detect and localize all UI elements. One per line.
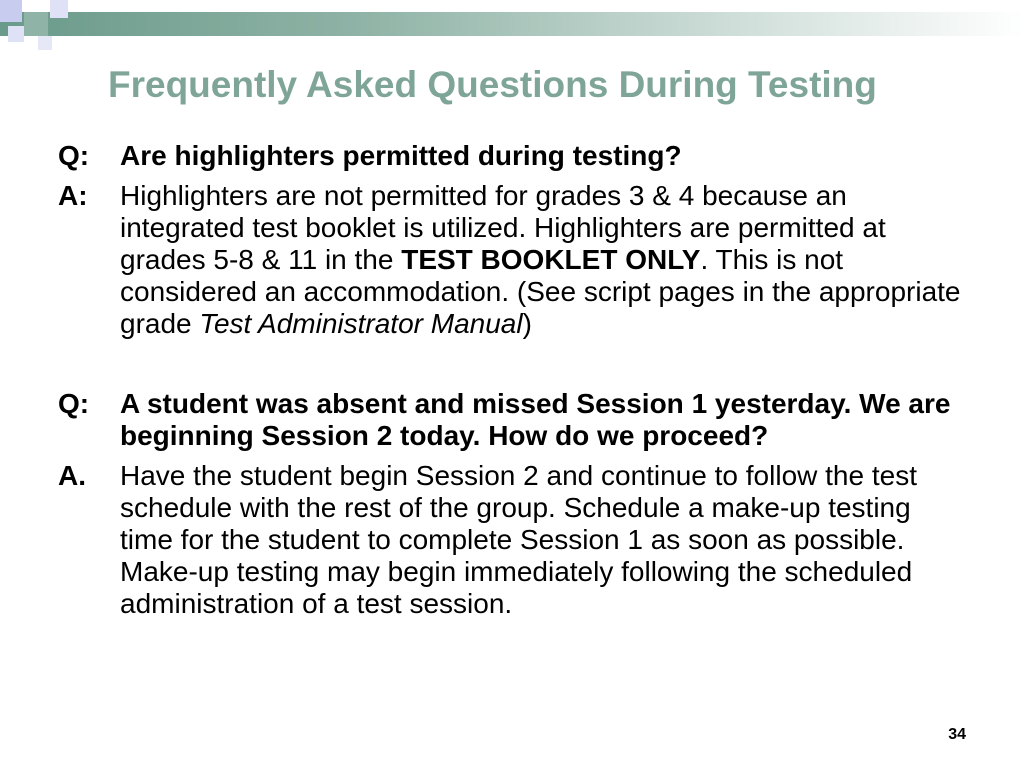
answer-prefix: A: — [58, 180, 88, 211]
answer-text-part: . This is not considered an accommodation. (See script pages in the appropriate grade — [120, 244, 961, 339]
question-prefix: Q: — [58, 140, 90, 171]
decor-square — [0, 0, 22, 22]
header-gradient-bar — [0, 12, 1024, 36]
decor-square — [24, 12, 48, 36]
qa-content — [58, 140, 968, 620]
slide-title: Frequently Asked Questions During Testing — [108, 64, 877, 105]
answer-2 — [58, 460, 968, 620]
answer-italic-text: Test Administrator Manual — [199, 308, 523, 339]
answer-text-part: Highlighters are not permitted for grades 3 & 4 because an integrated test booklet is utilized. Highlighters are permitted at grades 5-8 & 11 in the — [120, 180, 886, 275]
answer-text-part: ) — [522, 308, 532, 339]
question-2 — [58, 388, 968, 452]
question-1 — [58, 140, 968, 172]
answer-text: Have the student begin Session 2 and continue to follow the test schedule with the rest of the group. Schedule a make-up testing time for the student to complete Session 1 as soon as possible. Make-up testing may begin immediately following the scheduled administration of a test session. — [120, 460, 917, 619]
question-text: Are highlighters permitted during testing? — [120, 140, 682, 171]
decor-square — [50, 0, 68, 18]
decor-square — [8, 26, 24, 42]
corner-squares-decoration — [0, 0, 90, 50]
answer-bold-text: TEST BOOKLET ONLY — [401, 244, 701, 275]
page-number: 34 — [948, 726, 966, 743]
question-text: A student was absent and missed Session 1 yesterday. We are beginning Session 2 today. How do we proceed? — [120, 388, 951, 451]
answer-1 — [58, 180, 968, 340]
answer-prefix: A. — [58, 460, 86, 491]
question-prefix: Q: — [58, 388, 90, 419]
decor-square — [38, 36, 52, 50]
answer-text — [120, 180, 968, 340]
